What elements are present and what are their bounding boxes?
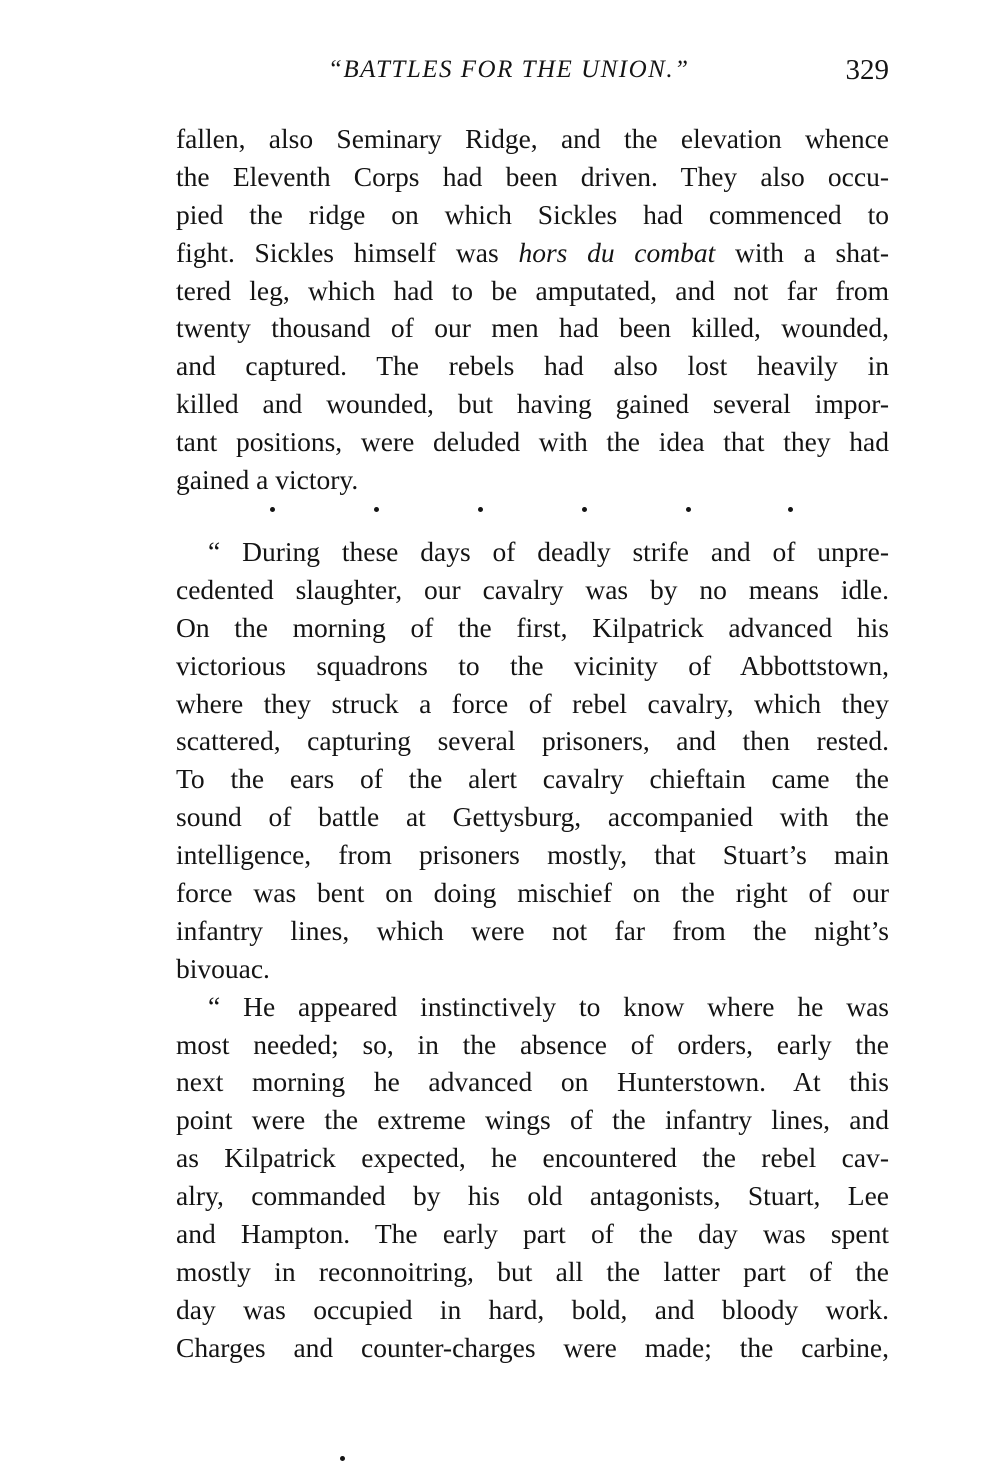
text-line: point were the extreme wings of the infantry lines, and — [176, 1104, 889, 1136]
text-line: “ During these days of deadly strife and of unpre- — [208, 536, 889, 567]
text-segment: fight. Sickles himself was — [176, 236, 499, 268]
ellipsis-dot — [582, 507, 587, 512]
text-line: and Hampton. The early part of the day was spent — [176, 1218, 889, 1250]
text-line: “ He appeared instinctively to know where he was — [208, 990, 889, 1022]
ellipsis-dot — [270, 507, 275, 512]
text-line: and captured. The rebels had also lost heavily in — [176, 350, 889, 382]
ellipsis-dot — [374, 507, 379, 512]
page-header — [176, 56, 889, 96]
italic-phrase: hors du combat — [518, 236, 716, 268]
text-line: cedented slaughter, our cavalry was by no means idle. — [176, 573, 889, 605]
text-line-with-italic — [176, 234, 889, 272]
text-line: mostly in reconnoitring, but all the latter part of the — [176, 1255, 889, 1287]
text-line: tered leg, which had to be amputated, and not far from — [176, 274, 889, 306]
text-line: tant positions, were deluded with the idea that they had — [176, 426, 889, 458]
text-line: killed and wounded, but having gained several impor- — [176, 388, 889, 420]
ellipsis-dot — [686, 507, 691, 512]
ellipsis-dot — [478, 507, 483, 512]
text-line: alry, commanded by his old antagonists, Stuart, Lee — [176, 1180, 889, 1212]
text-line: where they struck a force of rebel cavalry, which they — [176, 687, 889, 719]
text-line: To the ears of the alert cavalry chieftain came the — [176, 763, 889, 795]
ellipsis-dot — [788, 507, 793, 512]
text-line: gained a victory. — [176, 464, 359, 496]
text-line: bivouac. — [176, 952, 270, 984]
text-line: next morning he advanced on Hunterstown. At this — [176, 1066, 889, 1098]
section-break-dots — [270, 495, 800, 525]
text-segment: with a shat- — [735, 236, 890, 268]
text-line: Charges and counter-charges were made; the carbine, — [176, 1331, 889, 1363]
text-line: as Kilpatrick expected, he encountered the rebel cav- — [176, 1142, 889, 1174]
text-line: force was bent on doing mischief on the right of our — [176, 877, 889, 909]
text-line: On the morning of the first, Kilpatrick advanced his — [176, 611, 889, 643]
running-head: “BATTLES FOR THE UNION.” — [328, 56, 690, 83]
text-line: infantry lines, which were not far from the night’s — [176, 914, 889, 946]
text-line: victorious squadrons to the vicinity of Abbottstown, — [176, 649, 889, 681]
text-line: pied the ridge on which Sickles had commenced to — [176, 198, 889, 230]
text-line: scattered, capturing several prisoners, and then rested. — [176, 725, 889, 757]
text-line: twenty thousand of our men had been killed, wounded, — [176, 312, 889, 344]
paragraphs-2-3 — [176, 533, 889, 1367]
text-line: most needed; so, in the absence of orders, early the — [176, 1028, 889, 1060]
text-line: day was occupied in hard, bold, and bloody work. — [176, 1293, 889, 1325]
page-number: 329 — [845, 54, 889, 86]
text-line: fallen, also Seminary Ridge, and the elevation whence — [176, 123, 889, 154]
text-line: the Eleventh Corps had been driven. They also occu- — [176, 160, 889, 192]
text-line: sound of battle at Gettysburg, accompanied with the — [176, 801, 889, 833]
paragraph-1 — [176, 120, 889, 499]
text-line: intelligence, from prisoners mostly, that Stuart’s main — [176, 839, 889, 871]
stray-ink-mark — [340, 1456, 345, 1461]
